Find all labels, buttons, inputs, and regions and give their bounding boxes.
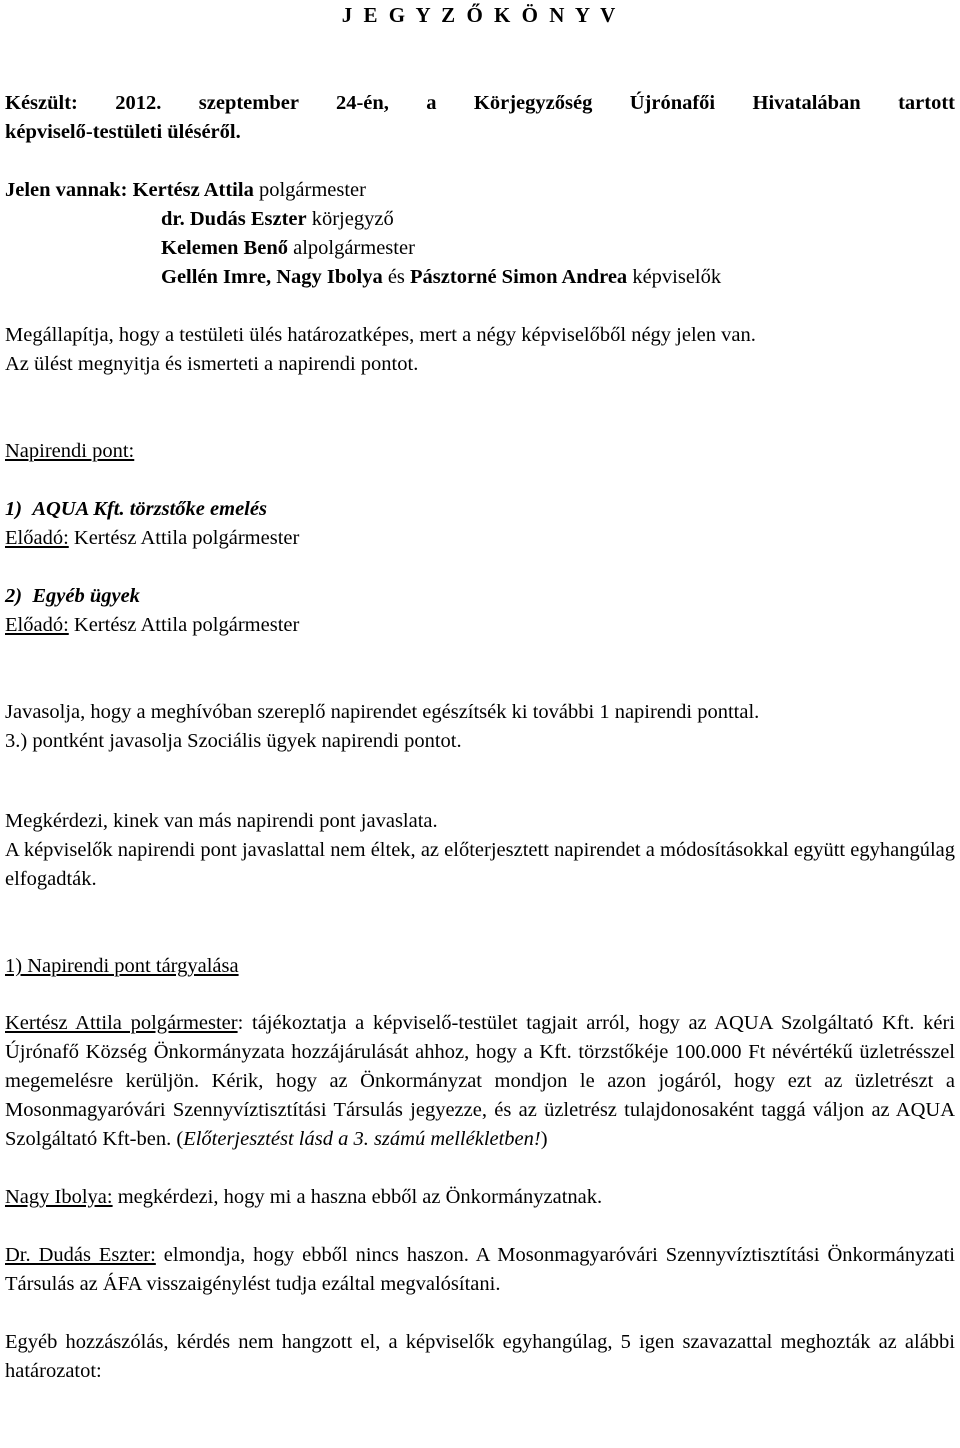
presenter-name: Kertész Attila polgármester xyxy=(73,614,300,636)
speaker-3-paragraph xyxy=(5,1241,955,1299)
present-name-4b: Pásztorné Simon Andrea xyxy=(410,266,628,288)
spacer xyxy=(5,1154,955,1183)
spacer xyxy=(5,379,955,437)
agenda-item-1-num: 1) xyxy=(5,498,23,520)
presenter-label: Előadó: xyxy=(5,527,69,549)
agenda-item-2-num: 2) xyxy=(5,585,23,607)
spacer xyxy=(5,466,955,495)
question-line-2: A képviselők napirendi pont javaslattal nem éltek, az előterjesztett napirendet a módosításokkal együtt egyhangúlag elfogadták. xyxy=(5,839,955,890)
present-label: Jelen vannak: xyxy=(5,179,128,201)
present-name-3: Kelemen Benő xyxy=(161,237,288,259)
document-title: J E G Y Z Ő K Ö N Y V xyxy=(341,3,619,27)
present-name-1: Kertész Attila xyxy=(132,179,254,201)
made-line xyxy=(5,89,955,118)
spacer xyxy=(5,1212,955,1241)
spacer xyxy=(5,147,955,176)
speaker-2-paragraph xyxy=(5,1183,955,1212)
made-line-2: képviselő-testületi üléséről. xyxy=(5,121,241,143)
speaker-1-name: Kertész Attila polgármester xyxy=(5,1012,238,1034)
present-role-1: polgármester xyxy=(258,179,366,201)
speaker-3-name: Dr. Dudás Eszter: xyxy=(5,1244,156,1266)
speaker-2-name: Nagy Ibolya: xyxy=(5,1186,113,1208)
spacer xyxy=(5,30,955,89)
spacer xyxy=(5,292,955,321)
agenda-item-2-presenter xyxy=(5,611,955,640)
present-role-2: körjegyző xyxy=(311,208,394,230)
spacer xyxy=(5,981,955,1009)
spacer xyxy=(5,640,955,698)
agenda-item-2-title: Egyéb ügyek xyxy=(32,585,140,607)
speaker-1-text: : tájékoztatja a képviselő-testület tagjait arról, hogy az AQUA Szolgáltató Kft. kéri Újrónafő Község Önkormányzata hozzájárulását ahhoz, hogy a Kft. törzstőkéje 100.000 Ft névértékű üzletrésszel megemelésre kerüljön. Kérik, hogy az Önkormányzat mondjon le azon jogáról, hogy ezt az üzletrészt a Mosonmagyaróvári Szennyvíztisztítási Társulás jegyezze, és az üzletrész tulajdonosaként taggá váljon az AQUA Szolgáltató Kft-ben. ( xyxy=(5,1012,955,1150)
presenter-name: Kertész Attila polgármester xyxy=(73,527,300,549)
agenda-item-2 xyxy=(5,582,955,611)
document-page xyxy=(5,0,955,1386)
made-label: Készült: xyxy=(5,92,78,114)
made-text: 2012. szeptember 24-én, a Körjegyzőség Újrónafői Hivatalában tartott xyxy=(115,92,955,114)
presenter-label: Előadó: xyxy=(5,614,69,636)
present-line-1 xyxy=(5,176,955,205)
proposal-line-2: 3.) pontként javasolja Szociális ügyek napirendi pontot. xyxy=(5,730,462,752)
speaker-3-text: elmondja, hogy ebből nincs haszon. A Mosonmagyaróvári Szennyvíztisztítási Önkormányzati Társulás az ÁFA visszaigénylést tudja ezáltal megvalósítani. xyxy=(5,1244,955,1295)
agenda-item-1 xyxy=(5,495,955,524)
speaker-1-end: ) xyxy=(540,1128,548,1150)
speaker-1-reference: Előterjesztést lásd a 3. számú mellékletben! xyxy=(183,1128,541,1150)
question-line-1: Megkérdezi, kinek van más napirendi pont javaslata. xyxy=(5,810,438,832)
proposal-line-1: Javasolja, hogy a meghívóban szereplő napirendet egészítsék ki további 1 napirendi ponttal. xyxy=(5,701,760,723)
present-line-2 xyxy=(5,205,955,234)
agenda-item-1-title: AQUA Kft. törzstőke emelés xyxy=(32,498,267,520)
discussion-heading: 1) Napirendi pont tárgyalása xyxy=(5,955,239,977)
agenda-item-1-presenter xyxy=(5,524,955,553)
present-name-4a: Gellén Imre, Nagy Ibolya xyxy=(161,266,383,288)
spacer xyxy=(5,756,955,807)
present-name-2: dr. Dudás Eszter xyxy=(161,208,307,230)
quorum-line-1: Megállapítja, hogy a testületi ülés határozatképes, mert a négy képviselőből négy jelen van. xyxy=(5,324,756,346)
spacer xyxy=(5,553,955,582)
present-role-4: képviselők xyxy=(632,266,722,288)
agenda-heading: Napirendi pont: xyxy=(5,440,135,462)
closing-paragraph: Egyéb hozzászólás, kérdés nem hangzott el, a képviselők egyhangúlag, 5 igen szavazattal meghozták az alábbi határozatot: xyxy=(5,1331,955,1382)
speaker-1-paragraph xyxy=(5,1009,955,1154)
spacer xyxy=(5,1299,955,1328)
quorum-line-2: Az ülést megnyitja és ismerteti a napirendi pontot. xyxy=(5,353,419,375)
present-role-3: alpolgármester xyxy=(293,237,415,259)
present-line-3 xyxy=(5,234,955,263)
spacer xyxy=(5,894,955,952)
present-line-4 xyxy=(5,263,955,292)
present-and: és xyxy=(387,266,405,288)
speaker-2-text: megkérdezi, hogy mi a haszna ebből az Önkormányzatnak. xyxy=(112,1186,603,1208)
